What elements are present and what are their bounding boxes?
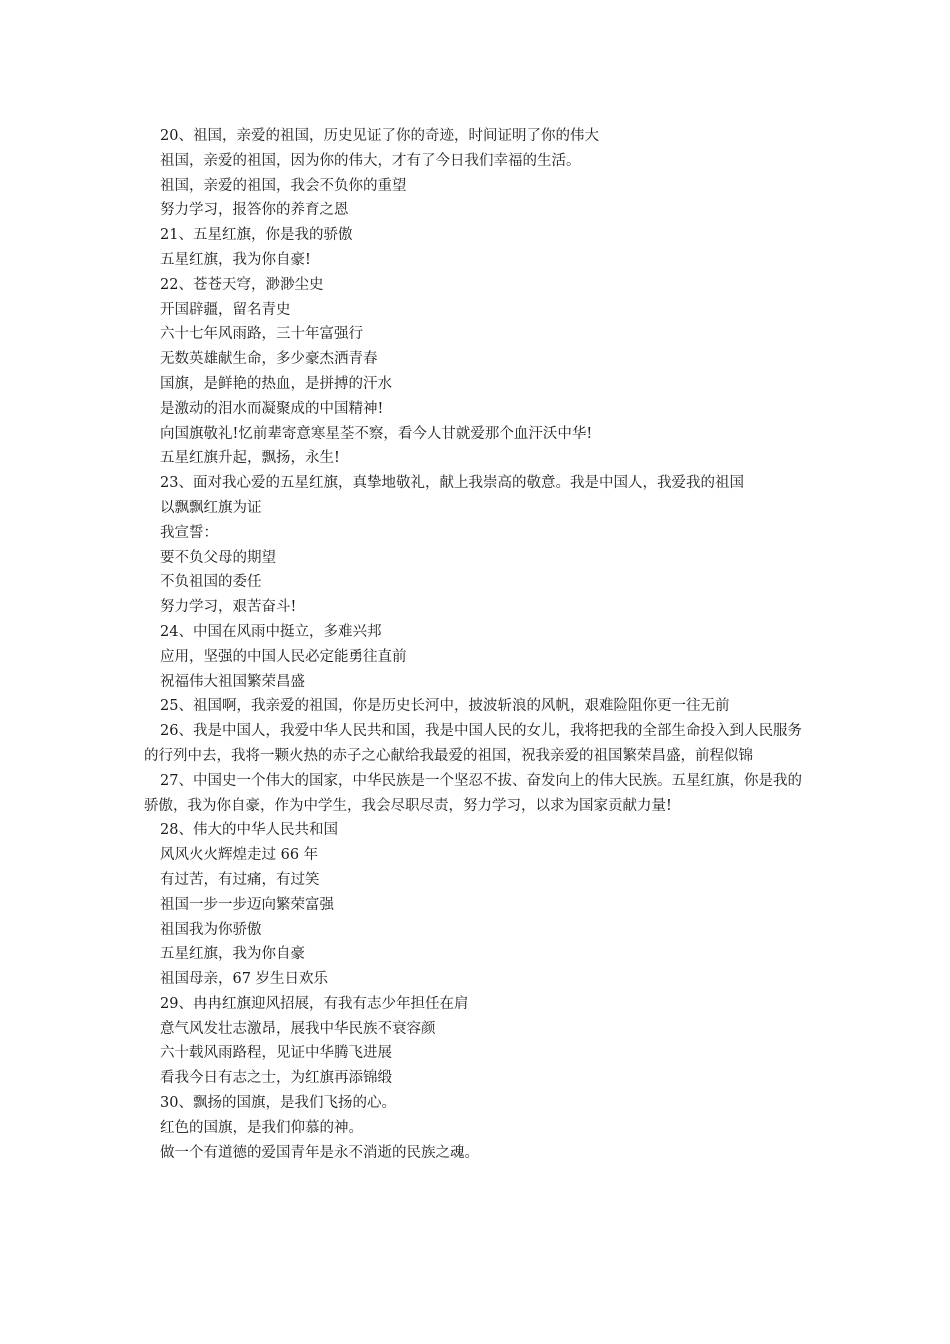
text-line: 是激动的泪水而凝聚成的中国精神!	[160, 400, 384, 417]
text-line: 祖国，亲爱的祖国，因为你的伟大，才有了今日我们幸福的生活。	[160, 152, 581, 169]
text-line: 向国旗敬礼!忆前辈寄意寒星荃不察，看今人甘就爱那个血汗沃中华!	[160, 425, 593, 442]
text-line: 24、中国在风雨中挺立，多难兴邦	[160, 623, 382, 640]
text-paragraph: 26、我是中国人，我爱中华人民共和国，我是中国人民的女儿，我将把我的全部生命投入到人民服务的行列中去，我将一颗火热的赤子之心献给我最爱的祖国，祝我亲爱的祖国繁荣昌盛，前程似锦	[144, 723, 802, 764]
text-line: 六十七年风雨路，三十年富强行	[160, 326, 363, 343]
text-line: 无数英雄献生命，多少豪杰洒青春	[160, 351, 378, 368]
text-line: 30、飘扬的国旗，是我们飞扬的心。	[160, 1095, 396, 1112]
text-line: 六十载风雨路程，见证中华腾飞进展	[160, 1045, 392, 1062]
text-line: 祖国我为你骄傲	[160, 921, 262, 938]
document-body	[144, 124, 814, 1165]
text-line: 意气风发壮志激昂，展我中华民族不衰容颜	[160, 1020, 436, 1037]
text-paragraph: 27、中国史一个伟大的国家，中华民族是一个坚忍不拔、奋发向上的伟大民族。五星红旗，你是我的骄傲，我为你自豪，作为中学生，我会尽职尽责，努力学习，以求为国家贡献力量!	[144, 772, 802, 814]
text-line: 有过苦，有过痛，有过笑	[160, 871, 320, 888]
text-line: 25、祖国啊，我亲爱的祖国，你是历史长河中，披波斩浪的风帆，艰难险阻你更一往无前	[160, 698, 730, 715]
text-line: 努力学习，艰苦奋斗!	[160, 599, 297, 616]
text-line: 看我今日有志之士，为红旗再添锦缎	[160, 1070, 392, 1087]
text-line: 做一个有道德的爱国青年是永不消逝的民族之魂。	[160, 1144, 479, 1161]
text-line: 要不负父母的期望	[160, 549, 276, 566]
text-line: 应用，坚强的中国人民必定能勇往直前	[160, 648, 407, 665]
text-line: 28、伟大的中华人民共和国	[160, 822, 338, 839]
text-line: 22、苍苍天穹，渺渺尘史	[160, 276, 324, 293]
text-line: 风风火火辉煌走过 66 年	[160, 847, 319, 864]
text-line: 23、面对我心爱的五星红旗，真挚地敬礼，献上我崇高的敬意。我是中国人，我爱我的祖国	[160, 475, 744, 492]
text-line: 祖国母亲，67 岁生日欢乐	[160, 971, 329, 988]
text-line: 红色的国旗，是我们仰慕的神。	[160, 1119, 363, 1136]
text-line: 努力学习，报答你的养育之恩	[160, 202, 349, 219]
text-line: 五星红旗，我为你自豪	[160, 946, 305, 963]
text-line: 不负祖国的委任	[160, 574, 262, 591]
text-line: 祖国，亲爱的祖国，我会不负你的重望	[160, 177, 407, 194]
text-line: 开国辟疆，留名青史	[160, 301, 291, 318]
text-line: 国旗，是鲜艳的热血，是拼搏的汗水	[160, 375, 392, 392]
text-line: 五星红旗，我为你自豪!	[160, 251, 311, 268]
text-line: 20、祖国，亲爱的祖国，历史见证了你的奇迹，时间证明了你的伟大	[160, 128, 599, 144]
text-line: 五星红旗升起，飘扬，永生!	[160, 450, 340, 467]
text-line: 21、五星红旗，你是我的骄傲	[160, 227, 353, 244]
text-line: 祖国一步一步迈向繁荣富强	[160, 896, 334, 913]
text-line: 我宣誓：	[160, 524, 218, 541]
text-line: 以飘飘红旗为证	[160, 499, 262, 516]
text-line: 祝福伟大祖国繁荣昌盛	[160, 673, 305, 690]
text-line: 29、冉冉红旗迎风招展，有我有志少年担任在肩	[160, 995, 469, 1012]
